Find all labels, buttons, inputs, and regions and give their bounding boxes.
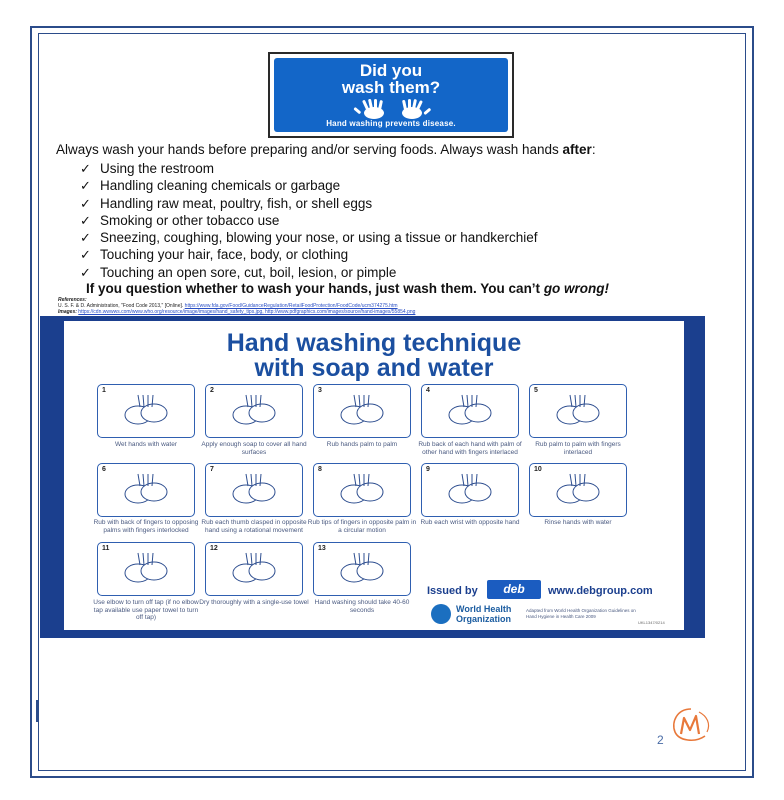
hands-icon	[206, 543, 302, 595]
step-caption: Rub each thumb clasped in opposite hand using a rotational movement	[201, 519, 307, 534]
image-source-link[interactable]: https://cdn.wwwws.com/www.who.org/resource/image/images/hand_safety_tips.jpg, http://www.pdfgraphics.com/images/source/hand-images/55854.png	[78, 309, 416, 315]
step-number: 9	[426, 466, 430, 473]
step-number: 5	[534, 387, 538, 394]
step-11-illustration	[97, 542, 195, 596]
step-caption: Rub each wrist with opposite hand	[420, 519, 520, 526]
sign-subtitle: Hand washing prevents disease.	[326, 119, 456, 128]
deb-logo: deb	[487, 580, 541, 599]
step-number: 2	[210, 387, 214, 394]
list-item: ✓ Touching your hair, face, body, or clothing	[80, 247, 349, 263]
step-caption: Apply enough soap to cover all hand surfaces	[201, 441, 307, 456]
step-number: 4	[426, 387, 430, 394]
list-item: ✓ Smoking or other tobacco use	[80, 212, 280, 228]
step-caption: Use elbow to turn off tap (if no elbow tap available use paper towel to turn off tap)	[93, 599, 199, 621]
checkmark-icon: ✓	[80, 230, 91, 246]
step-9-illustration	[421, 463, 519, 517]
website-link[interactable]: www.debgroup.com	[548, 585, 653, 597]
hands-icon	[98, 464, 194, 516]
who-globe-icon	[431, 604, 451, 624]
reference-link[interactable]: https://www.fda.gov/Food/GuidanceRegulation/RetailFoodProtection/FoodCode/ucm374275.htm	[184, 303, 398, 309]
step-number: 6	[102, 466, 106, 473]
step-caption: Rub palm to palm with fingers interlaced	[535, 441, 621, 456]
step-12-illustration	[205, 542, 303, 596]
warning-text: If you question whether to wash your hands, just wash them. You can’t go wrong!	[86, 281, 610, 296]
m-logo-icon	[669, 706, 713, 744]
poster-title-line1: Hand washing technique	[226, 329, 522, 357]
step-13-illustration	[313, 542, 411, 596]
step-caption: Rub hands palm to palm	[326, 441, 398, 448]
step-7-illustration	[205, 463, 303, 517]
hands-icon	[314, 385, 410, 437]
hands-icon	[530, 464, 626, 516]
hands-icon	[422, 385, 518, 437]
step-number: 13	[318, 545, 326, 552]
hands-icon	[422, 464, 518, 516]
hands-icon	[314, 464, 410, 516]
wash-after-checklist	[80, 160, 538, 281]
references-label: References:	[58, 297, 87, 303]
step-number: 1	[102, 387, 106, 394]
hands-icon	[98, 543, 194, 595]
step-caption: Rub back of each hand with palm of other hand with fingers interlaced	[418, 441, 522, 456]
step-6-illustration	[97, 463, 195, 517]
intro-text: Always wash your hands before preparing and/or serving foods. Always wash hands after:	[56, 142, 596, 157]
step-caption: Dry thoroughly with a single-use towel	[199, 599, 309, 606]
step-number: 12	[210, 545, 218, 552]
checkmark-icon: ✓	[80, 161, 91, 176]
hands-icon	[98, 385, 194, 437]
checkmark-icon: ✓	[80, 247, 91, 263]
list-item: ✓ Using the restroom	[80, 161, 215, 176]
step-3-illustration	[313, 384, 411, 438]
sign-title: Did you wash them?	[341, 61, 441, 97]
step-caption: Rub with back of fingers to opposing palms with fingers interlocked	[93, 519, 199, 534]
step-number: 8	[318, 466, 322, 473]
hands-icon	[350, 98, 436, 120]
step-number: 10	[534, 466, 542, 473]
step-8-illustration	[313, 463, 411, 517]
step-caption: Hand washing should take 40-60 seconds	[314, 599, 410, 614]
list-item: ✓ Handling cleaning chemicals or garbage	[80, 178, 341, 194]
hands-icon	[206, 464, 302, 516]
who-attribution: Adapted from World Health Organization Guidelines on Hand Hygiene in Health Care 2009	[526, 608, 636, 619]
step-number: 3	[318, 387, 322, 394]
hands-icon	[206, 385, 302, 437]
hands-icon	[530, 385, 626, 437]
step-caption: Rub tips of fingers in opposite palm in a circular motion	[307, 519, 417, 534]
step-5-illustration	[529, 384, 627, 438]
list-item: ✓ Sneezing, coughing, blowing your nose, or using a tissue or handkerchief	[80, 230, 538, 246]
who-name: World Health Organization	[456, 604, 512, 624]
step-4-illustration	[421, 384, 519, 438]
checkmark-icon: ✓	[80, 264, 91, 280]
checkmark-icon: ✓	[80, 212, 91, 228]
step-caption: Rinse hands with water	[544, 519, 612, 526]
list-item: ✓ Handling raw meat, poultry, fish, or shell eggs	[80, 195, 373, 211]
poster-title-line2: with soap and water	[254, 354, 494, 382]
step-caption: Wet hands with water	[114, 441, 178, 448]
hands-icon	[314, 543, 410, 595]
references: References: U. S. F. & D. Administration, "Food Code 2013," [Online]. https://www.fda.gov/Food/GuidanceRegulation/RetailFoodProtection/FoodCode/ucm374275.htm Images: https://cdn.wwwws.com/www.who.org/resource/image/images/hand_safety_tips.jpg, http://www.pdfgraphics.com/images/source/hand-images/55854.png	[58, 297, 416, 315]
step-1-illustration	[97, 384, 195, 438]
list-item: ✓ Touching an open sore, cut, boil, lesion, or pimple	[80, 264, 397, 280]
step-number: 7	[210, 466, 214, 473]
issued-by-label: Issued by	[427, 585, 478, 597]
poster-code: UKL1347/0214	[638, 620, 665, 625]
step-number: 11	[102, 545, 110, 552]
margin-marker	[36, 700, 39, 722]
checkmark-icon: ✓	[80, 195, 91, 211]
checkmark-icon: ✓	[80, 178, 91, 194]
step-10-illustration	[529, 463, 627, 517]
step-2-illustration	[205, 384, 303, 438]
wash-hands-sign	[268, 52, 514, 138]
page-number: 2	[657, 733, 664, 747]
